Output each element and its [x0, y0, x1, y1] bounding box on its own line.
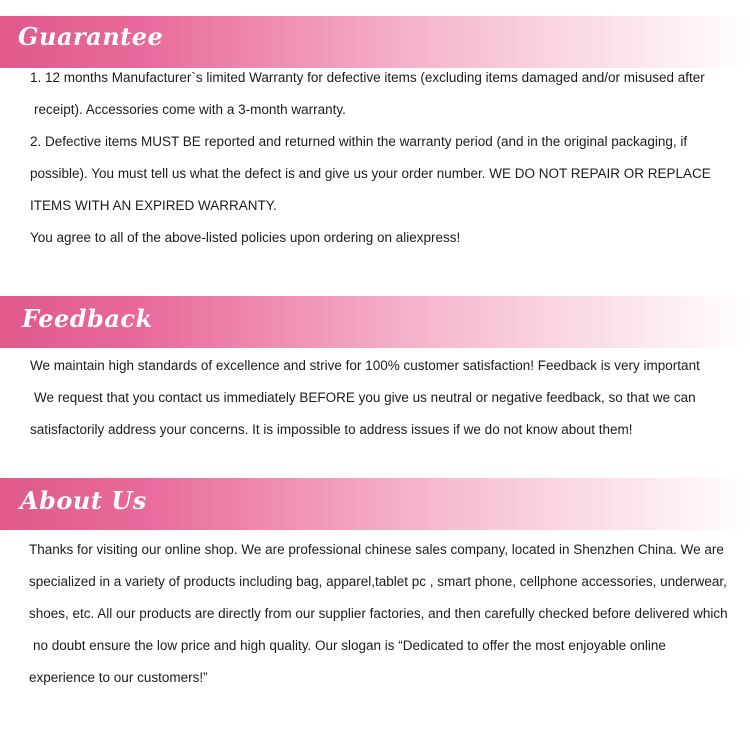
guarantee-line: 2. Defective items MUST BE reported and returned within the warranty period (and in the original packaging, if [30, 134, 688, 149]
about-line: shoes, etc. All our products are directly from our supplier factories, and then carefully checked before delivered which [29, 606, 728, 621]
about-line: specialized in a variety of products including bag, apparel,tablet pc , smart phone, cellphone accessories, underwear, [29, 574, 727, 589]
guarantee-line: receipt). Accessories come with a 3-month warranty. [34, 102, 346, 117]
guarantee-banner [0, 16, 750, 68]
guarantee-line: ITEMS WITH AN EXPIRED WARRANTY. [30, 198, 277, 213]
guarantee-line: possible). You must tell us what the defect is and give us your order number. WE DO NOT REPAIR OR REPLACE [30, 166, 711, 181]
about-line: no doubt ensure the low price and high quality. Our slogan is “Dedicated to offer the most enjoyable online [33, 638, 666, 653]
feedback-title: Feedback [22, 304, 153, 333]
feedback-line: satisfactorily address your concerns. It is impossible to address issues if we do not know about them! [30, 422, 633, 437]
about-title: About Us [20, 486, 147, 515]
about-line: experience to our customers!” [29, 670, 208, 685]
feedback-line: We request that you contact us immediately BEFORE you give us neutral or negative feedback, so that we can [34, 390, 696, 405]
guarantee-line: You agree to all of the above-listed policies upon ordering on aliexpress! [30, 230, 461, 245]
feedback-banner [0, 296, 750, 348]
feedback-line: We maintain high standards of excellence and strive for 100% customer satisfaction! Feedback is very important [30, 358, 700, 373]
about-line: Thanks for visiting our online shop. We are professional chinese sales company, located in Shenzhen China. We are [29, 542, 724, 557]
guarantee-title: Guarantee [18, 22, 164, 51]
about-banner [0, 478, 750, 530]
guarantee-line: 1. 12 months Manufacturer`s limited Warranty for defective items (excluding items damaged and/or misused after [30, 70, 705, 85]
